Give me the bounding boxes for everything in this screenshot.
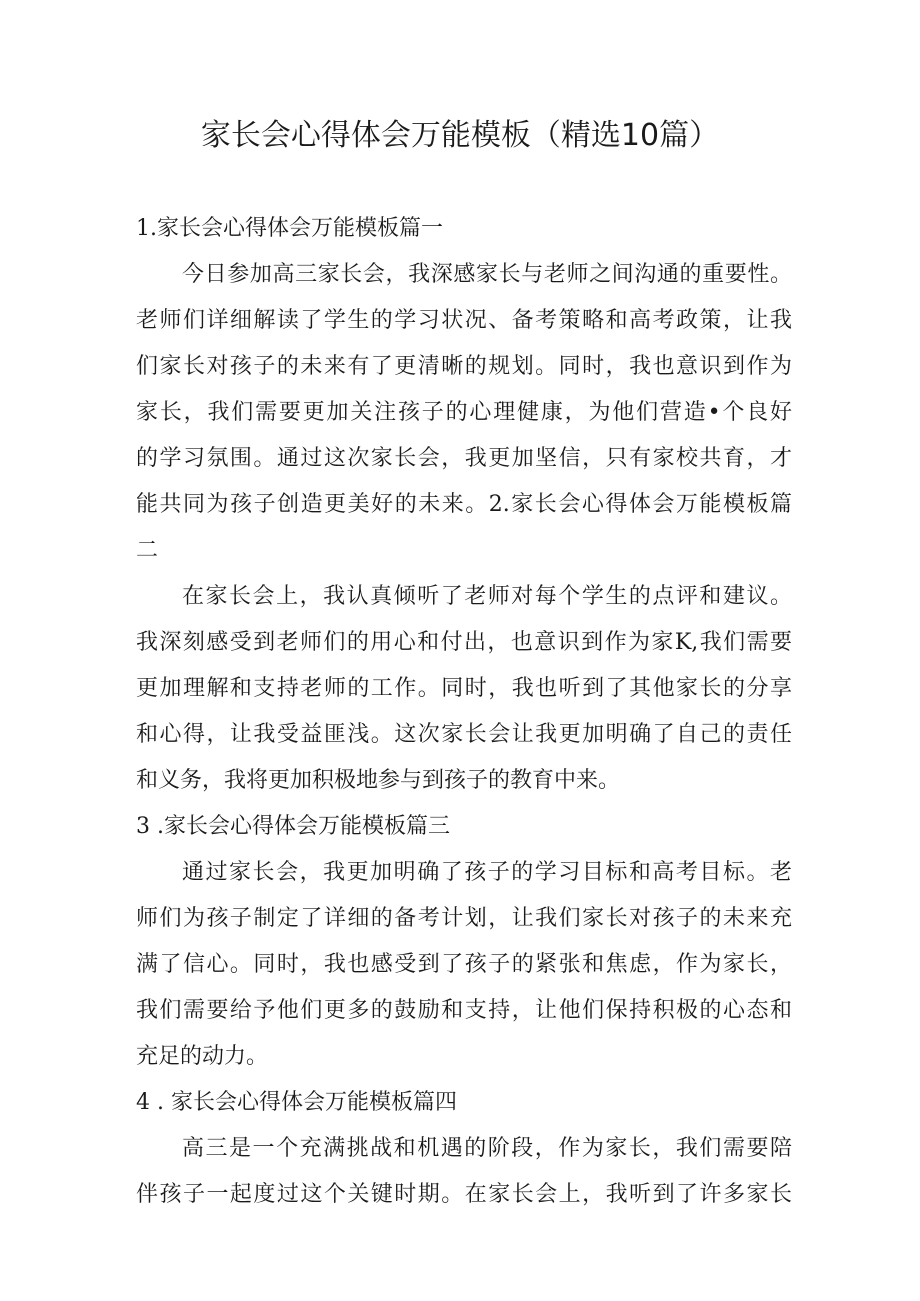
- paragraph-line: 我深刻感受到老师们的用心和付出，也意识到作为家K,我们需要: [136, 630, 792, 655]
- paragraph-line: 能共同为孩子创造更美好的未来。2.家长会心得体会万能模板篇: [136, 492, 792, 517]
- paragraph-line: 我们需要给予他们更多的鼓励和支持，让他们保持积极的心态和: [136, 998, 792, 1023]
- paragraph-line: 通过家长会，我更加明确了孩子的学习目标和高考目标。老: [182, 860, 792, 885]
- paragraph-line: 和心得，让我受益匪浅。这次家长会让我更加明确了自己的责任: [136, 722, 792, 747]
- paragraph-line: 满了信心。同时，我也感受到了孩子的紧张和焦虑，作为家长，: [136, 952, 792, 977]
- paragraph-line: 老师们详细解读了学生的学习状况、备考策略和高考政策，让我: [136, 308, 792, 333]
- paragraph-line: 今日参加高三家长会，我深感家长与老师之间沟通的重要性。: [182, 262, 792, 287]
- paragraph-line: 的学习氛围。通过这次家长会，我更加坚信，只有家校共育，才: [136, 446, 792, 471]
- paragraph-line: 伴孩子一起度过这个关键时期。在家长会上，我听到了许多家长: [136, 1182, 792, 1207]
- paragraph-line: 和义务，我将更加积极地参与到孩子的教育中来。: [136, 768, 621, 793]
- paragraph-line: 高三是一个充满挑战和机遇的阶段，作为家长，我们需要陪: [182, 1136, 792, 1161]
- document-body: [136, 206, 792, 1218]
- section-heading-3: 3 .家长会心得体会万能模板篇三: [136, 814, 450, 839]
- paragraph-line: 师们为孩子制定了详细的备考计划，让我们家长对孩子的未来充: [136, 906, 792, 931]
- section-heading-1: 1.家长会心得体会万能模板篇一: [136, 216, 443, 241]
- paragraph-line: 充足的动力。: [136, 1044, 269, 1069]
- paragraph-line: 家长，我们需要更加关注孩子的心理健康，为他们营造•个良好: [136, 400, 792, 425]
- paragraph-line: 在家长会上，我认真倾听了老师对每个学生的点评和建议。: [182, 584, 792, 609]
- section-heading-4: 4 . 家长会心得体会万能模板篇四: [136, 1090, 457, 1115]
- paragraph-line: 更加理解和支持老师的工作。同时，我也听到了其他家长的分享: [136, 676, 792, 701]
- document-title: 家长会心得体会万能模板（精选10篇）: [200, 118, 720, 153]
- paragraph-line: 二: [136, 538, 159, 563]
- paragraph-line: 们家长对孩子的未来有了更清晰的规划。同时，我也意识到作为: [136, 354, 792, 379]
